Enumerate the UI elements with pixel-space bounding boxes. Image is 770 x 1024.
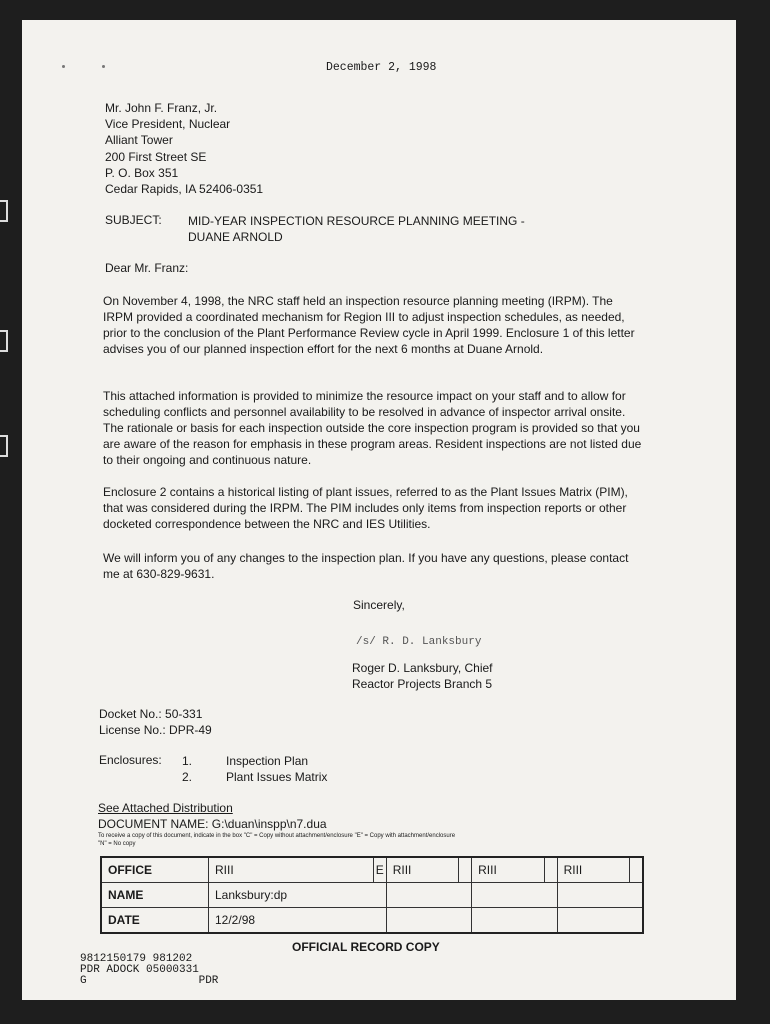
subject-label: SUBJECT: <box>105 213 162 227</box>
name-label: NAME <box>101 883 209 908</box>
office-row <box>101 857 643 883</box>
body-paragraph: Enclosure 2 contains a historical listing of plant issues, referred to as the Plant Issues Matrix (PIM), that was considered during the IRPM. The PIM includes only items from inspection reports or other docketed correspondence between the NRC and IES Utilities. <box>103 485 628 531</box>
name-cell-empty <box>386 883 471 908</box>
scan-speck <box>102 65 105 68</box>
official-record-copy: OFFICIAL RECORD COPY <box>292 940 440 954</box>
enclosure-name: Inspection Plan <box>226 754 309 768</box>
body-paragraph: On November 4, 1998, the NRC staff held an inspection resource planning meeting (IRPM). The IRPM provided a coordinated mechanism for Region III to adjust inspection schedules, as needed, prior to the conclusion of the Plant Performance Review cycle in April 1999. Enclosure 1 of this letter advises you of our planned inspection effort for the next 6 months at Duane Arnold. <box>103 294 635 356</box>
copy-mark-empty <box>630 857 644 883</box>
copy-instructions-line: To receive a copy of this document, indicate in the box "C" = Copy without attachment/enclosure "E" = Copy with attachment/enclosure <box>98 833 456 839</box>
recipient-line: Vice President, Nuclear <box>105 117 231 132</box>
letter-date: December 2, 1998 <box>326 61 437 74</box>
date-cell-empty <box>472 908 557 934</box>
salutation: Dear Mr. Franz: <box>105 261 189 275</box>
enclosure-number: 1. <box>182 754 193 768</box>
date-cell-empty <box>557 908 643 934</box>
enclosure-item <box>182 753 327 769</box>
body-paragraph: This attached information is provided to minimize the resource impact on your staff and to allow for scheduling conflicts and personnel availability to be resolved in advance of inspector arrival onsite. The rationale or basis for each inspection outside the core inspection program is provided so that you are aware of the reason for emphasis in these program areas. Resident inspections are not listed due to their ongoing and continuous nature. <box>103 389 642 467</box>
accession-line: PDR ADOCK 05000331 <box>80 964 199 976</box>
document-name: DOCUMENT NAME: G:\duan\inspp\n7.dua <box>98 817 327 831</box>
copy-instructions <box>98 832 455 848</box>
recipient-line: Alliant Tower <box>105 133 173 148</box>
docket-block <box>99 706 212 738</box>
signer-name: Roger D. Lanksbury, Chief <box>352 661 493 675</box>
scan-edge-mark <box>0 435 8 457</box>
recipient-line: P. O. Box 351 <box>105 165 179 180</box>
enclosures-list <box>182 753 327 785</box>
scan-edge-mark <box>0 200 8 222</box>
accession-line <box>80 976 218 987</box>
name-cell: Lanksbury:dp <box>209 883 387 908</box>
copy-instructions-line: "N" = No copy <box>98 841 136 847</box>
name-row <box>101 883 643 908</box>
date-label: DATE <box>101 908 209 934</box>
office-label: OFFICE <box>101 857 209 883</box>
recipient-line: Mr. John F. Franz, Jr. <box>105 101 218 115</box>
scan-speck <box>62 65 65 68</box>
enclosure-name: Plant Issues Matrix <box>226 770 328 784</box>
office-cell: RIII <box>557 857 629 883</box>
name-cell-empty <box>557 883 643 908</box>
subject-line: MID-YEAR INSPECTION RESOURCE PLANNING MEETING - <box>188 214 525 228</box>
distribution-note: See Attached Distribution <box>98 801 233 815</box>
recipient-line: Cedar Rapids, IA 52406-0351 <box>105 182 264 197</box>
subject-text <box>188 213 525 245</box>
closing: Sincerely, <box>353 598 405 612</box>
date-cell-empty <box>386 908 471 934</box>
subject-line: DUANE ARNOLD <box>188 230 283 244</box>
office-cell: RIII <box>472 857 544 883</box>
copy-mark-empty <box>544 857 557 883</box>
enclosure-number: 2. <box>182 770 193 784</box>
office-cell: RIII <box>386 857 458 883</box>
letter-page <box>22 20 736 1000</box>
body-paragraph: We will inform you of any changes to the inspection plan. If you have any questions, please contact me at 630-829-9631. <box>103 551 629 581</box>
name-cell-empty <box>472 883 557 908</box>
enclosures-label: Enclosures: <box>99 753 162 767</box>
date-cell: 12/2/98 <box>209 908 387 934</box>
signer-block <box>352 660 493 692</box>
signature: /s/ R. D. Lanksbury <box>356 636 482 648</box>
copy-mark: E <box>373 857 386 883</box>
copy-mark-empty <box>459 857 472 883</box>
recipient-line: 200 First Street SE <box>105 149 207 164</box>
concurrence-table <box>100 856 644 934</box>
signer-title: Reactor Projects Branch 5 <box>352 677 493 691</box>
docket-number: Docket No.: 50-331 <box>99 707 203 721</box>
license-number: License No.: DPR-49 <box>99 723 212 737</box>
recipient-address <box>105 100 263 197</box>
date-row <box>101 908 643 934</box>
accession-code: PDR <box>198 975 219 987</box>
accession-code: G <box>80 975 87 987</box>
accession-stamp <box>80 954 218 987</box>
accession-line: 9812150179 981202 <box>80 953 193 965</box>
enclosure-item <box>182 769 327 785</box>
scan-edge-mark <box>0 330 8 352</box>
office-cell: RIII <box>209 857 374 883</box>
